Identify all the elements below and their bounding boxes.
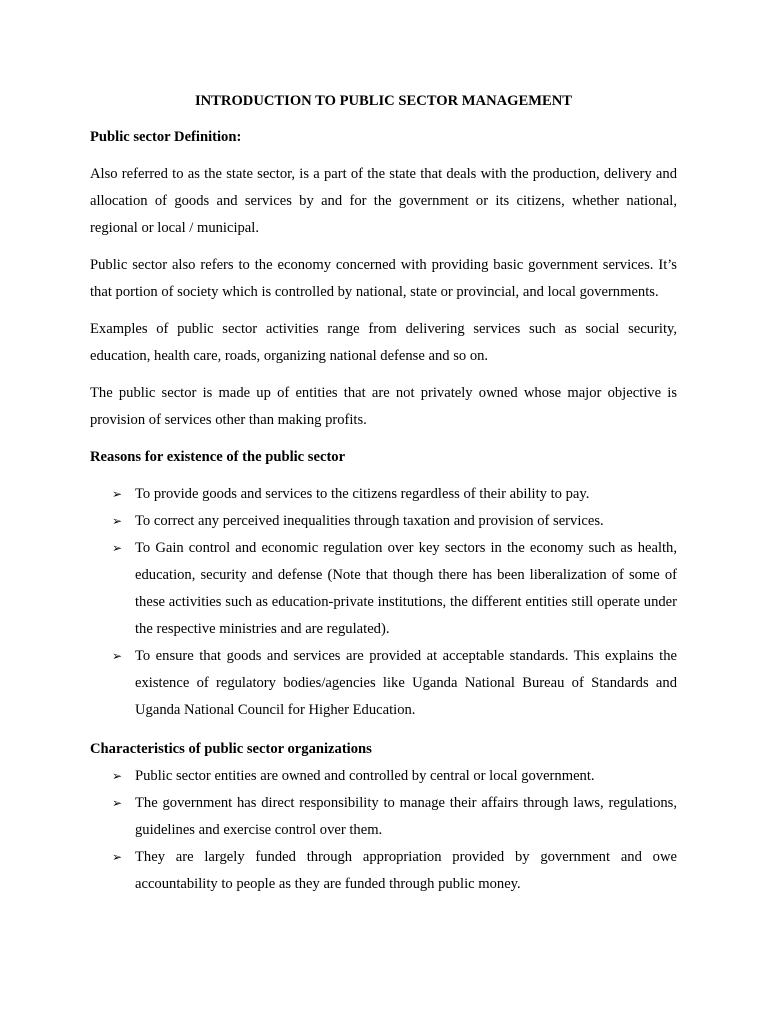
list-item-text: To provide goods and services to the citizens regardless of their ability to pay. <box>135 486 590 502</box>
list-item <box>90 643 677 724</box>
document-title: INTRODUCTION TO PUBLIC SECTOR MANAGEMENT <box>194 93 573 109</box>
arrow-bullet-icon: ➢ <box>112 487 123 501</box>
reasons-list <box>90 481 677 724</box>
characteristics-heading: Characteristics of public sector organizations <box>90 741 372 757</box>
arrow-bullet-icon: ➢ <box>112 541 123 555</box>
list-item <box>90 844 677 898</box>
arrow-bullet-icon: ➢ <box>112 514 123 528</box>
list-item <box>90 481 677 508</box>
arrow-bullet-icon: ➢ <box>112 796 123 810</box>
document-page <box>90 88 677 908</box>
characteristics-list <box>90 763 677 898</box>
arrow-bullet-icon: ➢ <box>112 649 123 663</box>
list-item-text: To ensure that goods and services are provided at acceptable standards. This explains the existence of regulatory bodies/agencies like Uganda National Bureau of Standards and Uganda National Council for Higher Education. <box>135 648 677 718</box>
paragraph: Examples of public sector activities range from delivering services such as social security, education, health care, roads, organizing national defense and so on. <box>90 321 677 364</box>
list-item-text: Public sector entities are owned and controlled by central or local government. <box>135 768 595 784</box>
arrow-bullet-icon: ➢ <box>112 850 123 864</box>
list-item <box>90 535 677 643</box>
paragraph: The public sector is made up of entities that are not privately owned whose major objective is provision of services other than making profits. <box>90 385 677 428</box>
list-item-text: To correct any perceived inequalities through taxation and provision of services. <box>135 513 604 529</box>
list-item <box>90 763 677 790</box>
definition-heading: Public sector Definition: <box>90 129 242 145</box>
paragraph: Also referred to as the state sector, is a part of the state that deals with the production, delivery and allocation of goods and services by and for the government or its citizens, whether national, regional or local / municipal. <box>90 166 677 236</box>
paragraph: Public sector also refers to the economy concerned with providing basic government services. It’s that portion of society which is controlled by national, state or provincial, and local governments. <box>90 257 677 300</box>
list-item-text: To Gain control and economic regulation over key sectors in the economy such as health, education, security and defense (Note that though there has been liberalization of some of these activities such as education-private institutions, the different entities still operate under the respective ministries and are regulated). <box>135 540 677 637</box>
list-item-text: They are largely funded through appropriation provided by government and owe accountability to people as they are funded through public money. <box>135 849 677 892</box>
list-item <box>90 508 677 535</box>
list-item-text: The government has direct responsibility to manage their affairs through laws, regulations, guidelines and exercise control over them. <box>135 795 677 838</box>
arrow-bullet-icon: ➢ <box>112 769 123 783</box>
reasons-heading: Reasons for existence of the public sector <box>90 449 346 465</box>
list-item <box>90 790 677 844</box>
